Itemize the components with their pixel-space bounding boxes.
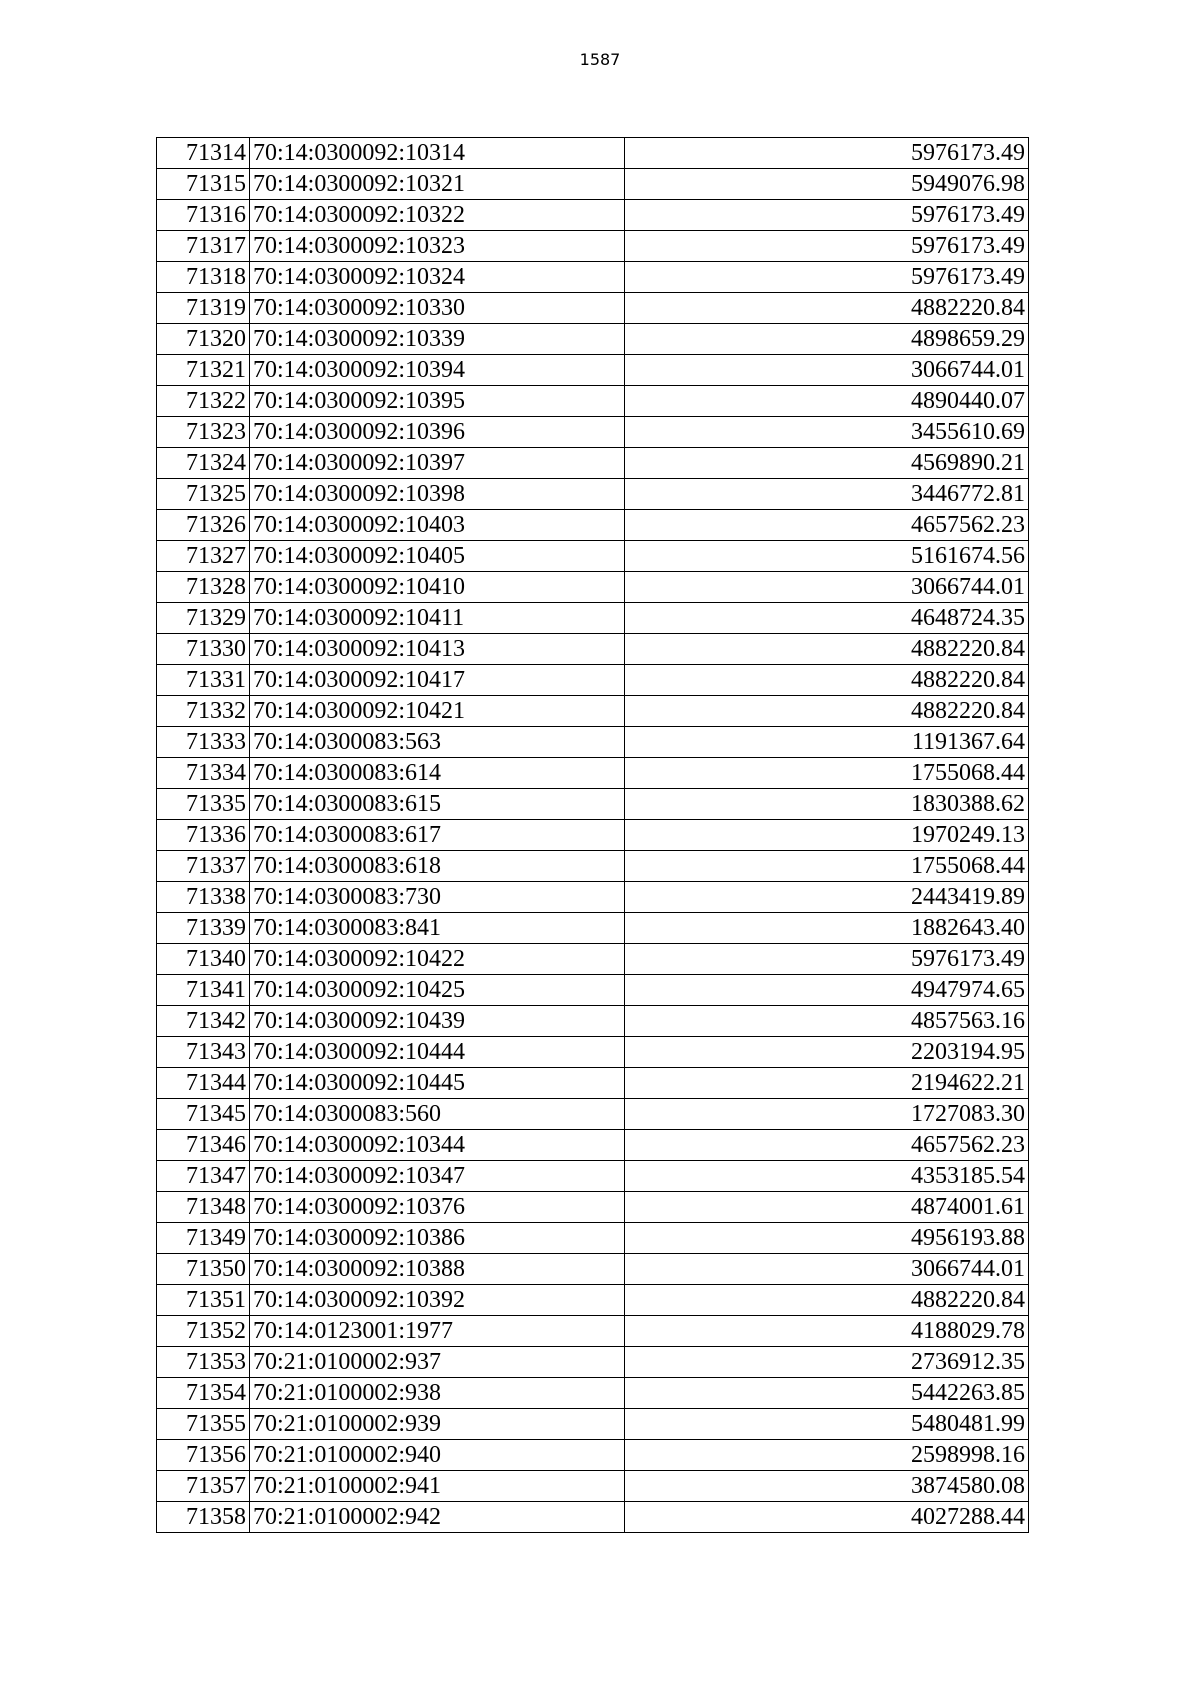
cadastral-number: 70:14:0300083:730	[250, 882, 625, 913]
table-row	[157, 820, 1029, 851]
cadastral-value: 1755068.44	[625, 851, 1029, 882]
row-number: 71331	[157, 665, 250, 696]
row-number: 71330	[157, 634, 250, 665]
table-row	[157, 1006, 1029, 1037]
cadastral-value: 5480481.99	[625, 1409, 1029, 1440]
table-row	[157, 200, 1029, 231]
table-row	[157, 1192, 1029, 1223]
cadastral-value: 4898659.29	[625, 324, 1029, 355]
row-number: 71329	[157, 603, 250, 634]
row-number: 71353	[157, 1347, 250, 1378]
table-row	[157, 1037, 1029, 1068]
row-number: 71342	[157, 1006, 250, 1037]
row-number: 71348	[157, 1192, 250, 1223]
table-row	[157, 1316, 1029, 1347]
cadastral-number: 70:14:0300092:10398	[250, 479, 625, 510]
row-number: 71327	[157, 541, 250, 572]
cadastral-number: 70:14:0300092:10314	[250, 138, 625, 169]
cadastral-number: 70:14:0300083:560	[250, 1099, 625, 1130]
cadastral-value: 5976173.49	[625, 231, 1029, 262]
row-number: 71350	[157, 1254, 250, 1285]
row-number: 71358	[157, 1502, 250, 1533]
row-number: 71316	[157, 200, 250, 231]
cadastral-value: 4648724.35	[625, 603, 1029, 634]
cadastral-number: 70:14:0300092:10425	[250, 975, 625, 1006]
cadastral-value: 3446772.81	[625, 479, 1029, 510]
table-row	[157, 1254, 1029, 1285]
cadastral-value: 4947974.65	[625, 975, 1029, 1006]
cadastral-value: 2443419.89	[625, 882, 1029, 913]
cadastral-number: 70:14:0300092:10386	[250, 1223, 625, 1254]
row-number: 71335	[157, 789, 250, 820]
row-number: 71356	[157, 1440, 250, 1471]
cadastral-value: 5976173.49	[625, 262, 1029, 293]
cadastral-value: 5161674.56	[625, 541, 1029, 572]
row-number: 71349	[157, 1223, 250, 1254]
table-row	[157, 882, 1029, 913]
table-row	[157, 727, 1029, 758]
cadastral-value: 4657562.23	[625, 1130, 1029, 1161]
table-row	[157, 1440, 1029, 1471]
table-row	[157, 572, 1029, 603]
table-row	[157, 1471, 1029, 1502]
cadastral-number: 70:14:0300092:10394	[250, 355, 625, 386]
cadastral-number: 70:21:0100002:939	[250, 1409, 625, 1440]
row-number: 71340	[157, 944, 250, 975]
row-number: 71332	[157, 696, 250, 727]
row-number: 71323	[157, 417, 250, 448]
row-number: 71352	[157, 1316, 250, 1347]
cadastral-value: 3066744.01	[625, 1254, 1029, 1285]
row-number: 71343	[157, 1037, 250, 1068]
cadastral-number: 70:14:0300092:10410	[250, 572, 625, 603]
row-number: 71321	[157, 355, 250, 386]
cadastral-value: 2598998.16	[625, 1440, 1029, 1471]
table-row	[157, 603, 1029, 634]
cadastral-value: 3066744.01	[625, 355, 1029, 386]
cadastral-value: 1830388.62	[625, 789, 1029, 820]
cadastral-number: 70:21:0100002:937	[250, 1347, 625, 1378]
cadastral-number: 70:14:0300092:10347	[250, 1161, 625, 1192]
row-number: 71318	[157, 262, 250, 293]
cadastral-value: 5976173.49	[625, 944, 1029, 975]
cadastral-number: 70:21:0100002:942	[250, 1502, 625, 1533]
table-row	[157, 1223, 1029, 1254]
table-row	[157, 758, 1029, 789]
cadastral-number: 70:14:0300092:10321	[250, 169, 625, 200]
cadastral-value: 1882643.40	[625, 913, 1029, 944]
cadastral-value: 4882220.84	[625, 293, 1029, 324]
table-row	[157, 1068, 1029, 1099]
table-row	[157, 1161, 1029, 1192]
cadastral-number: 70:14:0300083:841	[250, 913, 625, 944]
cadastral-value: 5442263.85	[625, 1378, 1029, 1409]
cadastral-number: 70:14:0300083:618	[250, 851, 625, 882]
cadastral-number: 70:14:0300092:10397	[250, 448, 625, 479]
table-row	[157, 541, 1029, 572]
row-number: 71320	[157, 324, 250, 355]
cadastral-value: 4874001.61	[625, 1192, 1029, 1223]
cadastral-value: 4882220.84	[625, 665, 1029, 696]
cadastral-number: 70:14:0300092:10344	[250, 1130, 625, 1161]
cadastral-number: 70:14:0300092:10396	[250, 417, 625, 448]
table-row	[157, 665, 1029, 696]
cadastral-value: 5976173.49	[625, 138, 1029, 169]
page-number: 1587	[579, 50, 621, 69]
row-number: 71317	[157, 231, 250, 262]
row-number: 71338	[157, 882, 250, 913]
table-row	[157, 851, 1029, 882]
table-row	[157, 231, 1029, 262]
table-row	[157, 262, 1029, 293]
table-row	[157, 944, 1029, 975]
cadastral-number: 70:14:0300092:10392	[250, 1285, 625, 1316]
row-number: 71341	[157, 975, 250, 1006]
cadastral-value: 3874580.08	[625, 1471, 1029, 1502]
row-number: 71333	[157, 727, 250, 758]
cadastral-number: 70:14:0300092:10421	[250, 696, 625, 727]
cadastral-value: 5976173.49	[625, 200, 1029, 231]
table-body	[157, 138, 1029, 1533]
cadastral-number: 70:14:0300092:10322	[250, 200, 625, 231]
cadastral-value: 4890440.07	[625, 386, 1029, 417]
cadastral-number: 70:21:0100002:938	[250, 1378, 625, 1409]
cadastral-number: 70:14:0300092:10411	[250, 603, 625, 634]
cadastral-number: 70:14:0300092:10388	[250, 1254, 625, 1285]
table-row	[157, 417, 1029, 448]
cadastral-number: 70:14:0300092:10405	[250, 541, 625, 572]
cadastral-value: 4882220.84	[625, 1285, 1029, 1316]
row-number: 71326	[157, 510, 250, 541]
cadastral-value: 4188029.78	[625, 1316, 1029, 1347]
table-row	[157, 138, 1029, 169]
cadastral-value: 4657562.23	[625, 510, 1029, 541]
cadastral-value-table	[156, 137, 1029, 1533]
row-number: 71339	[157, 913, 250, 944]
cadastral-number: 70:14:0300083:615	[250, 789, 625, 820]
table-row	[157, 1130, 1029, 1161]
cadastral-value: 2736912.35	[625, 1347, 1029, 1378]
cadastral-value: 2194622.21	[625, 1068, 1029, 1099]
cadastral-value: 1970249.13	[625, 820, 1029, 851]
table-row	[157, 1285, 1029, 1316]
cadastral-value: 1191367.64	[625, 727, 1029, 758]
cadastral-value: 4857563.16	[625, 1006, 1029, 1037]
row-number: 71328	[157, 572, 250, 603]
row-number: 71336	[157, 820, 250, 851]
row-number: 71315	[157, 169, 250, 200]
cadastral-number: 70:21:0100002:941	[250, 1471, 625, 1502]
table-row	[157, 975, 1029, 1006]
cadastral-number: 70:14:0300092:10376	[250, 1192, 625, 1223]
cadastral-number: 70:14:0300092:10422	[250, 944, 625, 975]
cadastral-number: 70:14:0300092:10403	[250, 510, 625, 541]
table-row	[157, 696, 1029, 727]
cadastral-value: 5949076.98	[625, 169, 1029, 200]
row-number: 71334	[157, 758, 250, 789]
table-row	[157, 1347, 1029, 1378]
row-number: 71319	[157, 293, 250, 324]
table-row	[157, 1502, 1029, 1533]
cadastral-number: 70:14:0300083:617	[250, 820, 625, 851]
row-number: 71347	[157, 1161, 250, 1192]
row-number: 71324	[157, 448, 250, 479]
table-row	[157, 913, 1029, 944]
row-number: 71337	[157, 851, 250, 882]
cadastral-number: 70:14:0123001:1977	[250, 1316, 625, 1347]
table-row	[157, 386, 1029, 417]
table-row	[157, 1099, 1029, 1130]
cadastral-value: 2203194.95	[625, 1037, 1029, 1068]
cadastral-number: 70:14:0300092:10445	[250, 1068, 625, 1099]
row-number: 71344	[157, 1068, 250, 1099]
table-row	[157, 324, 1029, 355]
cadastral-number: 70:14:0300092:10339	[250, 324, 625, 355]
cadastral-number: 70:14:0300092:10330	[250, 293, 625, 324]
table-row	[157, 634, 1029, 665]
cadastral-value: 4569890.21	[625, 448, 1029, 479]
table-row	[157, 448, 1029, 479]
table-row	[157, 293, 1029, 324]
row-number: 71346	[157, 1130, 250, 1161]
table-row	[157, 789, 1029, 820]
cadastral-value: 1727083.30	[625, 1099, 1029, 1130]
cadastral-value: 4882220.84	[625, 696, 1029, 727]
table-row	[157, 510, 1029, 541]
cadastral-value: 3066744.01	[625, 572, 1029, 603]
cadastral-number: 70:14:0300092:10324	[250, 262, 625, 293]
row-number: 71314	[157, 138, 250, 169]
row-number: 71322	[157, 386, 250, 417]
table-row	[157, 169, 1029, 200]
table-row	[157, 1378, 1029, 1409]
cadastral-value: 3455610.69	[625, 417, 1029, 448]
row-number: 71325	[157, 479, 250, 510]
cadastral-number: 70:14:0300092:10439	[250, 1006, 625, 1037]
cadastral-number: 70:14:0300083:563	[250, 727, 625, 758]
cadastral-number: 70:14:0300092:10395	[250, 386, 625, 417]
row-number: 71345	[157, 1099, 250, 1130]
table-row	[157, 479, 1029, 510]
cadastral-number: 70:14:0300092:10444	[250, 1037, 625, 1068]
cadastral-number: 70:14:0300092:10323	[250, 231, 625, 262]
row-number: 71351	[157, 1285, 250, 1316]
cadastral-number: 70:14:0300083:614	[250, 758, 625, 789]
cadastral-value: 4027288.44	[625, 1502, 1029, 1533]
cadastral-number: 70:21:0100002:940	[250, 1440, 625, 1471]
cadastral-number: 70:14:0300092:10417	[250, 665, 625, 696]
cadastral-value: 1755068.44	[625, 758, 1029, 789]
cadastral-value: 4882220.84	[625, 634, 1029, 665]
row-number: 71357	[157, 1471, 250, 1502]
table-row	[157, 1409, 1029, 1440]
cadastral-number: 70:14:0300092:10413	[250, 634, 625, 665]
row-number: 71355	[157, 1409, 250, 1440]
row-number: 71354	[157, 1378, 250, 1409]
table-row	[157, 355, 1029, 386]
cadastral-value: 4353185.54	[625, 1161, 1029, 1192]
cadastral-value: 4956193.88	[625, 1223, 1029, 1254]
